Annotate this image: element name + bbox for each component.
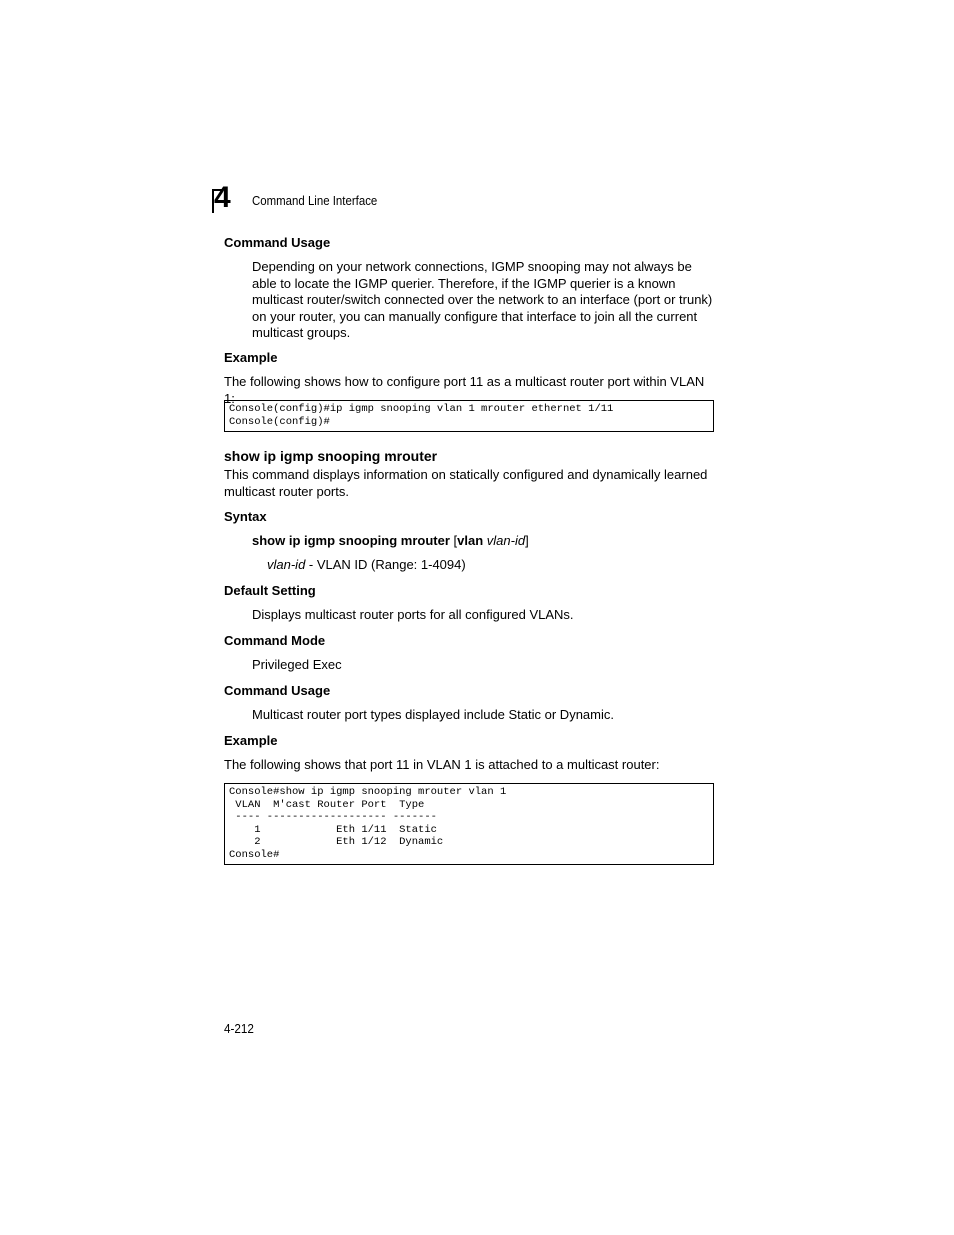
command-title: show ip igmp snooping mrouter	[224, 448, 438, 464]
command-mode-heading: Command Mode	[224, 633, 326, 648]
syntax-keyword: vlan	[457, 533, 484, 548]
example-text-2: The following shows that port 11 in VLAN 1 is attached to a multicast router:	[224, 757, 660, 772]
syntax-command: show ip igmp snooping mrouter	[252, 533, 450, 548]
syntax-open-bracket: [	[449, 533, 458, 548]
command-usage-heading-2: Command Usage	[224, 683, 331, 698]
command-usage-heading: Command Usage	[224, 235, 331, 250]
syntax-parameter: vlan-id	[486, 533, 526, 548]
parameter-name: vlan-id	[267, 557, 306, 572]
running-header-title: Command Line Interface	[252, 193, 378, 208]
example-heading: Example	[224, 350, 278, 365]
default-setting-text: Displays multicast router ports for all configured VLANs.	[252, 607, 574, 622]
syntax-close-bracket: ]	[525, 533, 529, 548]
syntax-line	[252, 533, 529, 550]
command-description: This command displays information on statically configured and dynamically learned multicast router ports.	[224, 467, 708, 499]
example-heading-2: Example	[224, 733, 278, 748]
default-setting-heading: Default Setting	[224, 583, 316, 598]
chapter-number: 4	[214, 181, 231, 214]
syntax-heading: Syntax	[224, 509, 267, 524]
parameter-line	[267, 557, 466, 574]
example-code-block-2: Console#show ip igmp snooping mrouter vlan 1 VLAN M'cast Router Port Type ---- ------------------- ------- 1 Eth 1/11 Static 2 Eth 1/12 Dynamic Console#	[224, 783, 714, 865]
command-mode-text: Privileged Exec	[252, 657, 342, 672]
command-usage-text: Depending on your network connections, IGMP snooping may not always be able to locate the IGMP querier. Therefore, if the IGMP querier is a known multicast router/switch connected over the network to an interface (port or trunk) on your router, you can manually configure that interface to join all the current multicast groups.	[252, 259, 713, 340]
parameter-description: - VLAN ID (Range: 1-4094)	[305, 557, 466, 572]
command-usage-text-2: Multicast router port types displayed include Static or Dynamic.	[252, 707, 614, 722]
page-number: 4-212	[224, 1021, 254, 1036]
example-code-block: Console(config)#ip igmp snooping vlan 1 mrouter ethernet 1/11 Console(config)#	[224, 400, 714, 432]
example-text: The following shows how to configure port 11 as a multicast router port within VLAN 1:	[224, 374, 705, 406]
chapter-number-badge	[212, 181, 240, 215]
